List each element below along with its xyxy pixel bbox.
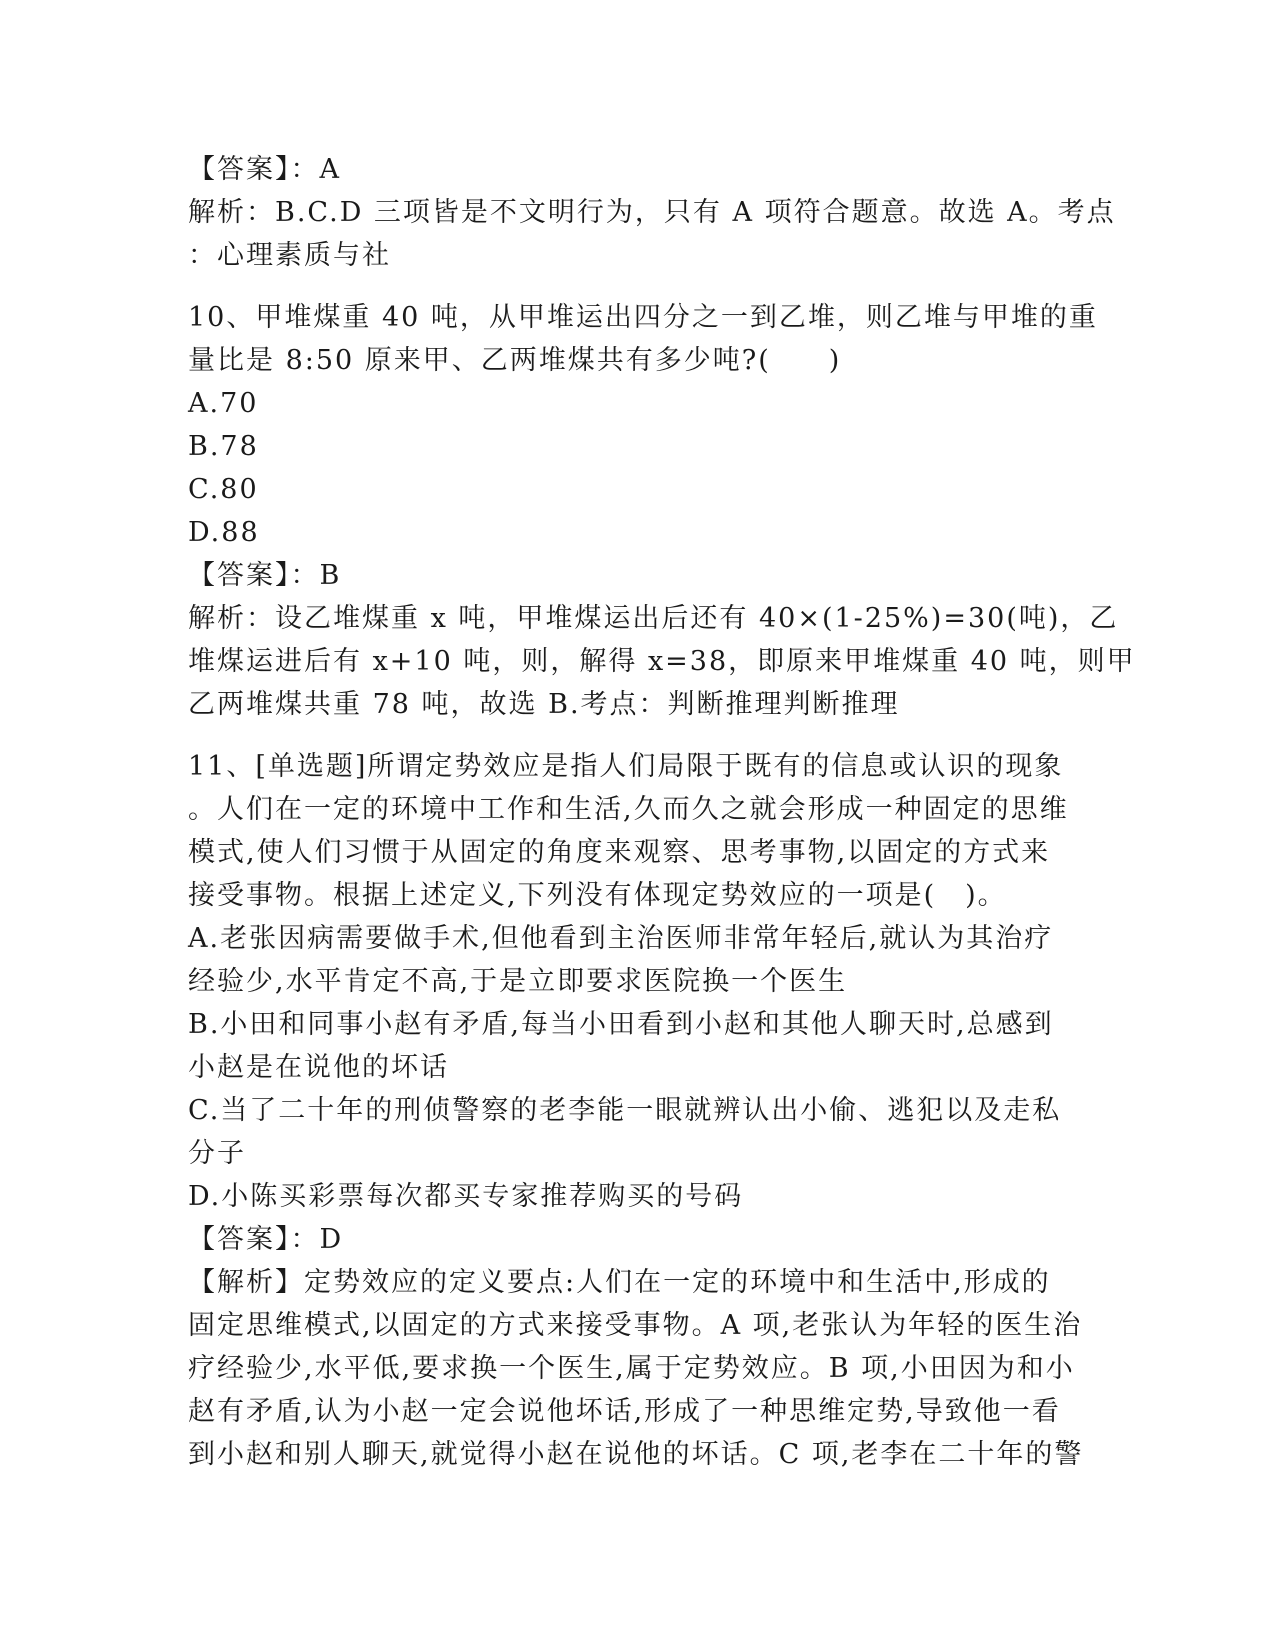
q11-option-line: 小赵是在说他的坏话 — [188, 1052, 449, 1083]
spacer — [188, 277, 1088, 296]
q11-analysis-line: 疗经验少,水平低,要求换一个医生,属于定势效应。B 项,小田因为和小 — [188, 1353, 1075, 1384]
q11-stem-line: 模式,使人们习惯于从固定的角度来观察、思考事物,以固定的方式来 — [188, 837, 1051, 868]
q10-option-b: B.78 — [188, 431, 259, 462]
q10-analysis-line: 堆煤运进后有 x+10 吨，则，解得 x=38，即原来甲堆煤重 40 吨，则甲 — [188, 646, 1136, 677]
q10-option-a: A.70 — [188, 388, 259, 419]
q11-option-line: D.小陈买彩票每次都买专家推荐购买的号码 — [188, 1181, 744, 1212]
q11-answer: 【答案】：D — [188, 1224, 344, 1255]
q11-stem-line: 接受事物。根据上述定义,下列没有体现定势效应的一项是( )。 — [188, 880, 1007, 911]
document-body — [188, 148, 1136, 1476]
spacer — [188, 726, 1088, 745]
q11-analysis-line: 【解析】定势效应的定义要点:人们在一定的环境中和生活中,形成的 — [188, 1267, 1051, 1298]
q9-analysis-line: ：心理素质与社 — [188, 240, 391, 271]
q11-stem-line: 。人们在一定的环境中工作和生活,久而久之就会形成一种固定的思维 — [188, 794, 1069, 825]
q10-stem-line: 量比是 8:50 原来甲、乙两堆煤共有多少吨?( ) — [188, 345, 842, 376]
q11-analysis-line: 赵有矛盾,认为小赵一定会说他坏话,形成了一种思维定势,导致他一看 — [188, 1396, 1061, 1427]
q11-option-line: 分子 — [188, 1138, 246, 1169]
q11-option-line: B.小田和同事小赵有矛盾,每当小田看到小赵和其他人聊天时,总感到 — [188, 1009, 1054, 1040]
q9-answer: 【答案】：A — [188, 154, 341, 185]
q10-analysis-line: 解析：设乙堆煤重 x 吨，甲堆煤运出后还有 40×(1-25%)=30(吨)，乙 — [188, 603, 1119, 634]
q10-option-d: D.88 — [188, 517, 260, 548]
q11-option-line: A.老张因病需要做手术,但他看到主治医师非常年轻后,就认为其治疗 — [188, 923, 1054, 954]
q10-analysis-line: 乙两堆煤共重 78 吨，故选 B.考点：判断推理判断推理 — [188, 689, 900, 720]
q11-option-line: C.当了二十年的刑侦警察的老李能一眼就辨认出小偷、逃犯以及走私 — [188, 1095, 1062, 1126]
q10-answer: 【答案】：B — [188, 560, 342, 591]
q9-analysis-line: 解析：B.C.D 三项皆是不文明行为，只有 A 项符合题意。故选 A。考点 — [188, 197, 1116, 228]
q10-option-c: C.80 — [188, 474, 259, 505]
q11-stem-line: 11、[单选题]所谓定势效应是指人们局限于既有的信息或认识的现象 — [188, 751, 1064, 782]
q11-analysis-line: 固定思维模式,以固定的方式来接受事物。A 项,老张认为年轻的医生治 — [188, 1310, 1083, 1341]
q11-option-line: 经验少,水平肯定不高,于是立即要求医院换一个医生 — [188, 966, 848, 997]
q11-analysis-line: 到小赵和别人聊天,就觉得小赵在说他的坏话。C 项,老李在二十年的警 — [188, 1439, 1084, 1470]
q10-stem-line: 10、甲堆煤重 40 吨，从甲堆运出四分之一到乙堆，则乙堆与甲堆的重 — [188, 302, 1098, 333]
